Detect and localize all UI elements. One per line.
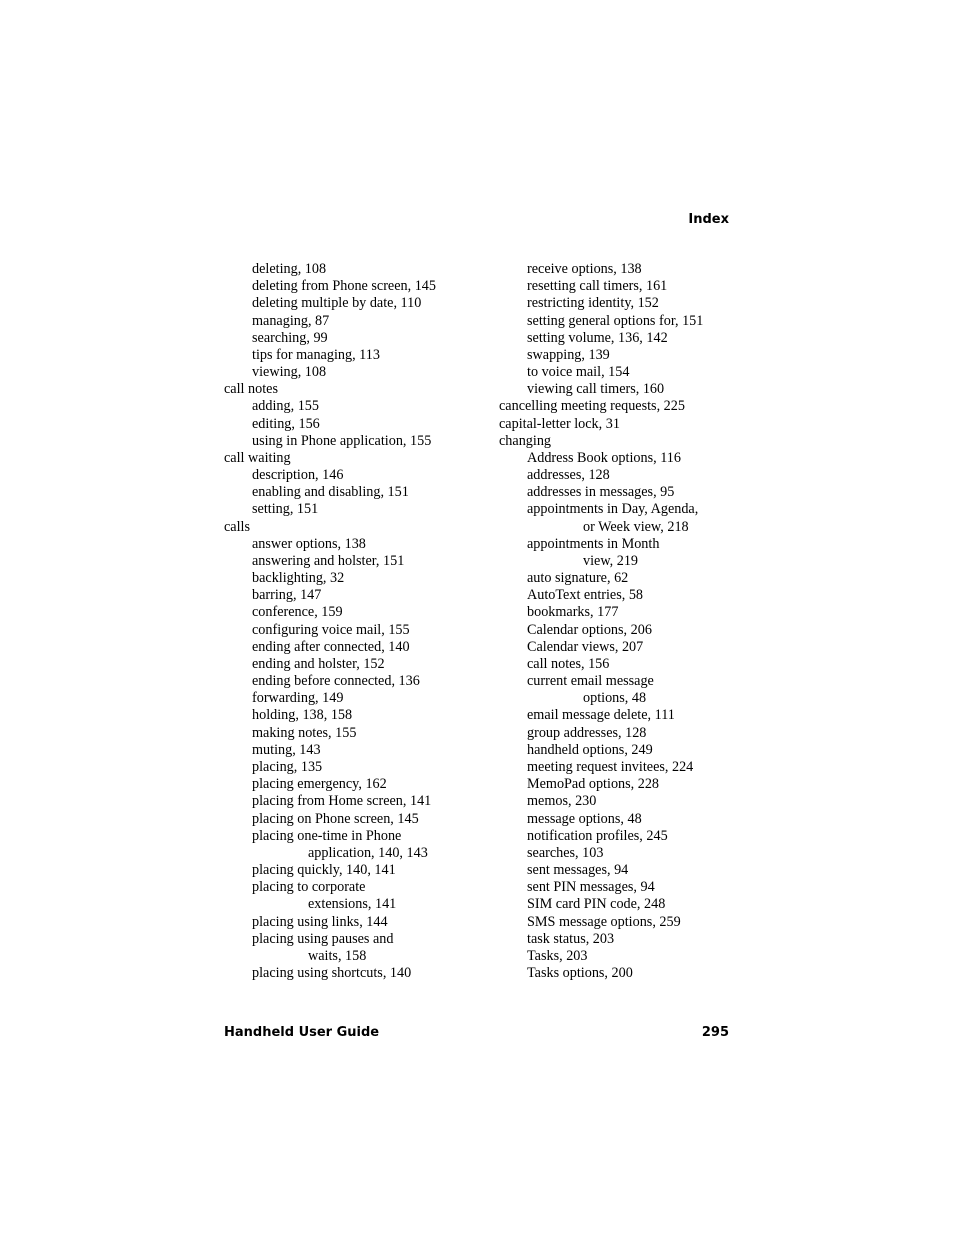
index-subentry: message options, 48 [527, 810, 642, 827]
index-subentry: AutoText entries, 58 [527, 587, 644, 604]
index-subentry: notification profiles, 245 [527, 827, 668, 844]
index-subentry: receive options, 138 [527, 261, 642, 277]
index-subentry: answering and holster, 151 [252, 552, 405, 569]
index-subentry: tips for managing, 113 [252, 346, 380, 363]
index-subentry: placing quickly, 140, 141 [252, 862, 396, 879]
index-subentry: setting, 151 [252, 501, 319, 518]
index-continuation: options, 48 [583, 690, 647, 707]
index-subentry: placing on Phone screen, 145 [252, 810, 419, 827]
index-column-left [224, 261, 474, 982]
index-subentry: addresses in messages, 95 [527, 484, 675, 501]
index-subentry: sent PIN messages, 94 [527, 879, 655, 896]
index-subentry: Address Book options, 116 [527, 449, 681, 466]
index-subentry: memos, 230 [527, 793, 597, 810]
index-entry: call notes [224, 381, 278, 398]
index-entry: cancelling meeting requests, 225 [499, 398, 685, 415]
index-subentry: managing, 87 [252, 312, 330, 329]
index-subentry: barring, 147 [252, 587, 322, 604]
index-subentry: task status, 203 [527, 930, 615, 947]
index-continuation: view, 219 [583, 552, 639, 569]
index-subentry: appointments in Month [527, 535, 660, 552]
index-subentry: placing, 135 [252, 758, 323, 775]
index-continuation: extensions, 141 [308, 896, 397, 913]
index-subentry: auto signature, 62 [527, 570, 629, 587]
index-subentry: email message delete, 111 [527, 707, 675, 724]
index-subentry: muting, 143 [252, 741, 321, 758]
index-subentry: setting general options for, 151 [527, 312, 704, 329]
index-subentry: ending and holster, 152 [252, 655, 385, 672]
index-entry: calls [224, 518, 250, 535]
index-subentry: enabling and disabling, 151 [252, 484, 409, 501]
index-subentry: deleting multiple by date, 110 [252, 295, 422, 312]
index-continuation: or Week view, 218 [583, 518, 689, 535]
index-subentry: editing, 156 [252, 415, 320, 432]
index-entry: call waiting [224, 449, 291, 466]
index-subentry: setting volume, 136, 142 [527, 329, 668, 346]
index-subentry: searches, 103 [527, 844, 604, 861]
index-subentry: conference, 159 [252, 604, 343, 621]
index-subentry: resetting call timers, 161 [527, 278, 668, 295]
index-subentry: SIM card PIN code, 248 [527, 896, 666, 913]
index-subentry: viewing, 108 [252, 364, 327, 381]
index-subentry: forwarding, 149 [252, 690, 344, 707]
index-subentry: making notes, 155 [252, 724, 357, 741]
index-subentry: group addresses, 128 [527, 724, 647, 741]
index-continuation: waits, 158 [308, 947, 367, 964]
index-subentry: viewing call timers, 160 [527, 381, 665, 398]
running-header: Index [688, 212, 729, 227]
index-subentry: swapping, 139 [527, 346, 610, 363]
index-entry: changing [499, 432, 552, 449]
index-subentry: bookmarks, 177 [527, 604, 619, 621]
index-continuation: application, 140, 143 [308, 844, 428, 861]
index-subentry: deleting, 108 [252, 261, 327, 277]
index-subentry: placing using links, 144 [252, 913, 388, 930]
index-subentry: deleting from Phone screen, 145 [252, 278, 436, 295]
index-subentry: to voice mail, 154 [527, 364, 630, 381]
index-subentry: placing from Home screen, 141 [252, 793, 432, 810]
index-subentry: restricting identity, 152 [527, 295, 659, 312]
index-subentry: backlighting, 32 [252, 570, 345, 587]
index-subentry: handheld options, 249 [527, 741, 653, 758]
index-subentry: call notes, 156 [527, 655, 610, 672]
index-subentry: using in Phone application, 155 [252, 432, 432, 449]
index-subentry: ending before connected, 136 [252, 673, 420, 690]
index-subentry: current email message [527, 673, 654, 690]
index-subentry: holding, 138, 158 [252, 707, 353, 724]
page-number: 295 [701, 1025, 729, 1040]
index-column-right [499, 261, 749, 982]
index-subentry: adding, 155 [252, 398, 319, 415]
index-subentry: placing using shortcuts, 140 [252, 965, 412, 982]
index-subentry: placing using pauses and [252, 930, 394, 947]
index-subentry: addresses, 128 [527, 467, 610, 484]
index-subentry: appointments in Day, Agenda, [527, 501, 699, 518]
index-subentry: sent messages, 94 [527, 862, 629, 879]
index-subentry: searching, 99 [252, 329, 328, 346]
index-subentry: placing one-time in Phone [252, 827, 402, 844]
index-subentry: answer options, 138 [252, 535, 366, 552]
index-subentry: meeting request invitees, 224 [527, 758, 694, 775]
index-subentry: placing to corporate [252, 879, 366, 896]
index-subentry: placing emergency, 162 [252, 776, 387, 793]
index-subentry: Tasks, 203 [527, 947, 588, 964]
index-subentry: Calendar options, 206 [527, 621, 652, 638]
index-subentry: Calendar views, 207 [527, 638, 644, 655]
footer-title: Handheld User Guide [224, 1025, 380, 1040]
index-subentry: ending after connected, 140 [252, 638, 410, 655]
index-entry: capital-letter lock, 31 [499, 415, 620, 432]
index-subentry: configuring voice mail, 155 [252, 621, 410, 638]
index-subentry: description, 146 [252, 467, 344, 484]
index-subentry: SMS message options, 259 [527, 913, 681, 930]
index-subentry: MemoPad options, 228 [527, 776, 660, 793]
index-subentry: Tasks options, 200 [527, 965, 633, 982]
